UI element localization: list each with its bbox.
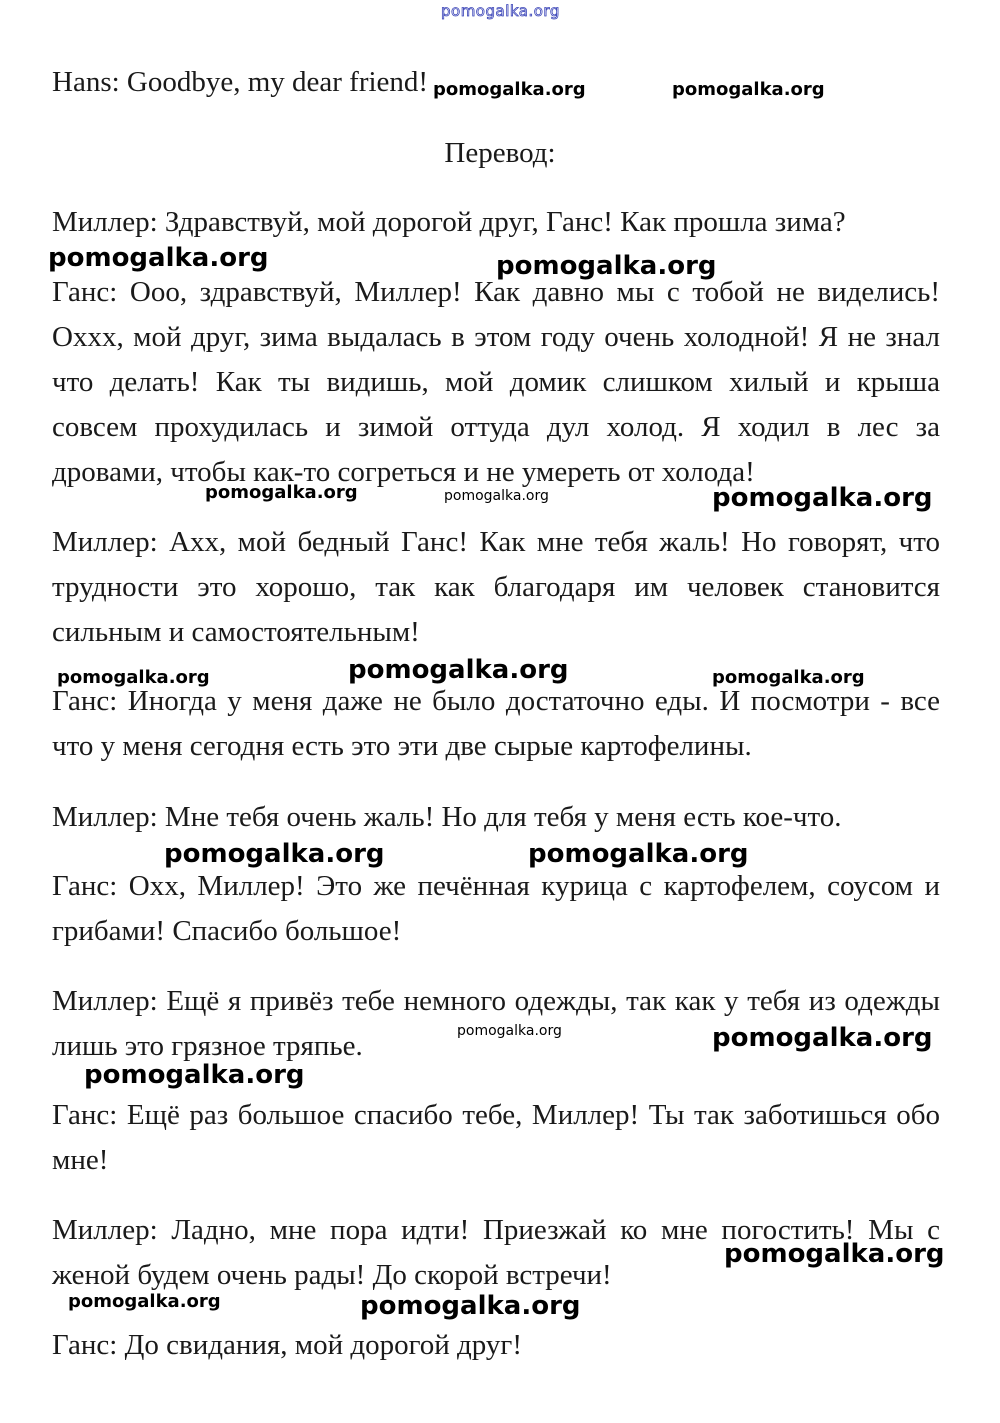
watermark: pomogalka.org [57,667,210,688]
paragraph: Ганс: Ещё раз большое спасибо тебе, Миллер! Ты так заботишься обо мне! [52,1099,940,1176]
section-title: Перевод: [444,137,556,169]
watermark: pomogalka.org [672,79,825,100]
watermark: pomogalka.org [68,1291,221,1312]
paragraph: Миллер: Ладно, мне пора идти! Приезжай ко мне погостить! Мы с женой будем очень рады! До скорой встречи! [52,1214,940,1291]
watermark: pomogalka.org [712,1023,933,1053]
paragraph: Ганс: Иногда у меня даже не было достаточно еды. И посмотри - все что у меня сегодня есть это эти две сырые картофелины. [52,685,940,762]
last-english-line: Hans: Goodbye, my dear friend! [52,66,429,98]
watermark: pomogalka.org [712,667,865,688]
paragraph: Ганс: До свидания, мой дорогой друг! [52,1329,522,1361]
watermark: pomogalka.org [84,1060,305,1090]
watermark: pomogalka.org [348,655,569,685]
paragraph: Миллер: Ахх, мой бедный Ганс! Как мне тебя жаль! Но говорят, что трудности это хорошо, так как благодаря им человек становится сильным и самостоятельным! [52,526,940,648]
watermark: pomogalka.org [496,251,717,281]
site-watermark-header: pomogalka.org [441,2,560,20]
watermark: pomogalka.org [457,1023,562,1039]
paragraph: Миллер: Здравствуй, мой дорогой друг, Ганс! Как прошла зима? [52,206,846,238]
paragraph: Ганс: Охх, Миллер! Это же печённая курица с картофелем, соусом и грибами! Спасибо большое! [52,870,940,947]
paragraph: Миллер: Ещё я привёз тебе немного одежды, так как у тебя из одежды лишь это грязное тряпье. [52,985,940,1062]
watermark: pomogalka.org [205,482,358,503]
watermark: pomogalka.org [712,483,933,513]
paragraph: Ганс: Ооо, здравствуй, Миллер! Как давно мы с тобой не виделись! Оххх, мой друг, зима выдалась в этом году очень холодной! Я не знал что делать! Как ты видишь, мой домик слишком хилый и крыша совсем прохудилась и зимой оттуда дул холод. Я ходил в лес за дровами, чтобы как-то согреться и не умереть от холода! [52,276,940,488]
watermark: pomogalka.org [48,243,269,273]
watermark: pomogalka.org [444,488,549,504]
watermark: pomogalka.org [164,839,385,869]
paragraph: Миллер: Мне тебя очень жаль! Но для тебя у меня есть кое-что. [52,801,842,833]
watermark: pomogalka.org [724,1239,945,1269]
watermark: pomogalka.org [360,1291,581,1321]
watermark: pomogalka.org [528,839,749,869]
watermark: pomogalka.org [433,79,586,100]
